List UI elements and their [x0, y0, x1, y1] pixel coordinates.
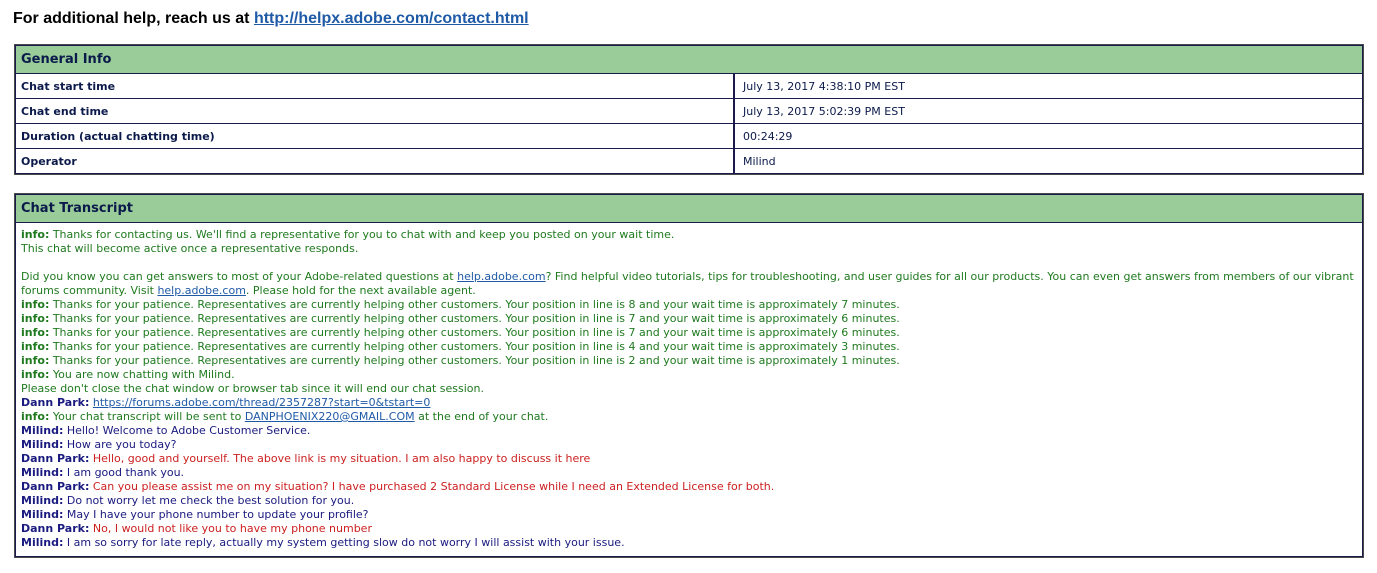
info-key: Operator [16, 149, 735, 173]
transcript-line [21, 494, 1357, 508]
transcript-line [21, 480, 1357, 494]
info-row [15, 149, 1363, 174]
message-text: . Please hold for the next available agent. [245, 284, 476, 297]
speaker-label: Dann Park: [21, 452, 90, 465]
info-key: Chat start time [16, 74, 735, 98]
message-text: Please don't close the chat window or browser tab since it will end our chat session. [21, 382, 484, 395]
transcript-line [21, 326, 1357, 340]
transcript-line [21, 270, 1357, 298]
message-text: Thanks for your patience. Representatives are currently helping other customers. Your position in line is 7 and your wait time is approximately 6 minutes. [49, 312, 900, 325]
info-key: Chat end time [16, 99, 735, 123]
help-text: For additional help, reach us at [13, 10, 254, 27]
message-text: Thanks for contacting us. We'll find a representative for you to chat with and keep you posted on your wait time. [49, 228, 675, 241]
transcript-line [21, 382, 1357, 396]
general-info-header: General Info [15, 45, 1363, 74]
message-text: at the end of your chat. [414, 410, 549, 423]
general-info-panel [14, 44, 1364, 175]
message-text: I am good thank you. [63, 466, 185, 479]
speaker-label: Milind: [21, 438, 64, 451]
speaker-label: info: [21, 326, 50, 339]
info-row [15, 99, 1363, 124]
speaker-label: Milind: [21, 466, 64, 479]
transcript-line [21, 256, 1357, 270]
speaker-label: info: [21, 298, 50, 311]
message-text: ? Find helpful video tutorials, tips for troubleshooting, and user guides for all our products. You can even get answers from members of our vibrant forums community. Visit [21, 270, 1358, 297]
transcript-line [21, 438, 1357, 452]
message-link[interactable]: https://forums.adobe.com/thread/2357287?start=0&tstart=0 [92, 396, 431, 409]
transcript-line [21, 452, 1357, 466]
message-text: Did you know you can get answers to most of your Adobe-related questions at [21, 270, 458, 283]
speaker-label: info: [21, 368, 50, 381]
message-text: Hello, good and yourself. The above link is my situation. I am also happy to discuss it here [89, 452, 591, 465]
message-link[interactable]: DANPHOENIX220@GMAIL.COM [244, 410, 415, 423]
chat-transcript-header: Chat Transcript [15, 194, 1363, 223]
transcript-line [21, 396, 1357, 410]
message-text: Your chat transcript will be sent to [49, 410, 245, 423]
speaker-label: Dann Park: [21, 396, 90, 409]
transcript-line [21, 522, 1357, 536]
message-text: Do not worry let me check the best solution for you. [63, 494, 355, 507]
message-text: Thanks for your patience. Representatives are currently helping other customers. Your position in line is 8 and your wait time is approximately 7 minutes. [49, 298, 900, 311]
info-key: Duration (actual chatting time) [16, 124, 735, 148]
info-value: Milind [743, 155, 776, 168]
info-row [15, 74, 1363, 99]
message-text: Hello! Welcome to Adobe Customer Service. [63, 424, 311, 437]
speaker-label: Dann Park: [21, 480, 90, 493]
speaker-label: Milind: [21, 536, 64, 549]
chat-transcript-panel [14, 193, 1364, 558]
info-value: 00:24:29 [743, 130, 793, 143]
transcript-body [15, 223, 1363, 557]
message-text: You are now chatting with Milind. [49, 368, 235, 381]
message-text: No, I would not like you to have my phone number [89, 522, 372, 535]
contact-link[interactable]: http://helpx.adobe.com/contact.html [253, 10, 529, 27]
transcript-line [21, 354, 1357, 368]
message-link[interactable]: help.adobe.com [157, 284, 246, 297]
transcript-line [21, 242, 1357, 256]
info-row [15, 124, 1363, 149]
speaker-label: Milind: [21, 508, 64, 521]
speaker-label: info: [21, 312, 50, 325]
speaker-label: info: [21, 354, 50, 367]
message-text: May I have your phone number to update your profile? [63, 508, 369, 521]
transcript-line [21, 424, 1357, 438]
speaker-label: info: [21, 410, 50, 423]
message-text: How are you today? [63, 438, 177, 451]
speaker-label: Milind: [21, 494, 64, 507]
message-text: This chat will become active once a representative responds. [21, 242, 359, 255]
message-text: Can you please assist me on my situation? I have purchased 2 Standard License while I need an Extended License for both. [89, 480, 775, 493]
speaker-label: Milind: [21, 424, 64, 437]
message-text [21, 256, 25, 269]
message-link[interactable]: help.adobe.com [457, 270, 546, 283]
transcript-line [21, 228, 1357, 242]
info-value: July 13, 2017 5:02:39 PM EST [743, 105, 905, 118]
speaker-label: info: [21, 340, 50, 353]
transcript-line [21, 536, 1357, 550]
message-text: Thanks for your patience. Representatives are currently helping other customers. Your position in line is 2 and your wait time is approximately 1 minutes. [49, 354, 900, 367]
speaker-label: info: [21, 228, 50, 241]
transcript-line [21, 312, 1357, 326]
transcript-line [21, 368, 1357, 382]
message-text: I am so sorry for late reply, actually my system getting slow do not worry I will assist with your issue. [63, 536, 625, 549]
message-text: Thanks for your patience. Representatives are currently helping other customers. Your position in line is 4 and your wait time is approximately 3 minutes. [49, 340, 900, 353]
transcript-line [21, 508, 1357, 522]
speaker-label: Dann Park: [21, 522, 90, 535]
message-text: Thanks for your patience. Representatives are currently helping other customers. Your position in line is 7 and your wait time is approximately 6 minutes. [49, 326, 900, 339]
transcript-line [21, 298, 1357, 312]
transcript-line [21, 466, 1357, 480]
transcript-line [21, 340, 1357, 354]
help-banner [13, 10, 529, 28]
transcript-line [21, 410, 1357, 424]
info-value: July 13, 2017 4:38:10 PM EST [743, 80, 905, 93]
